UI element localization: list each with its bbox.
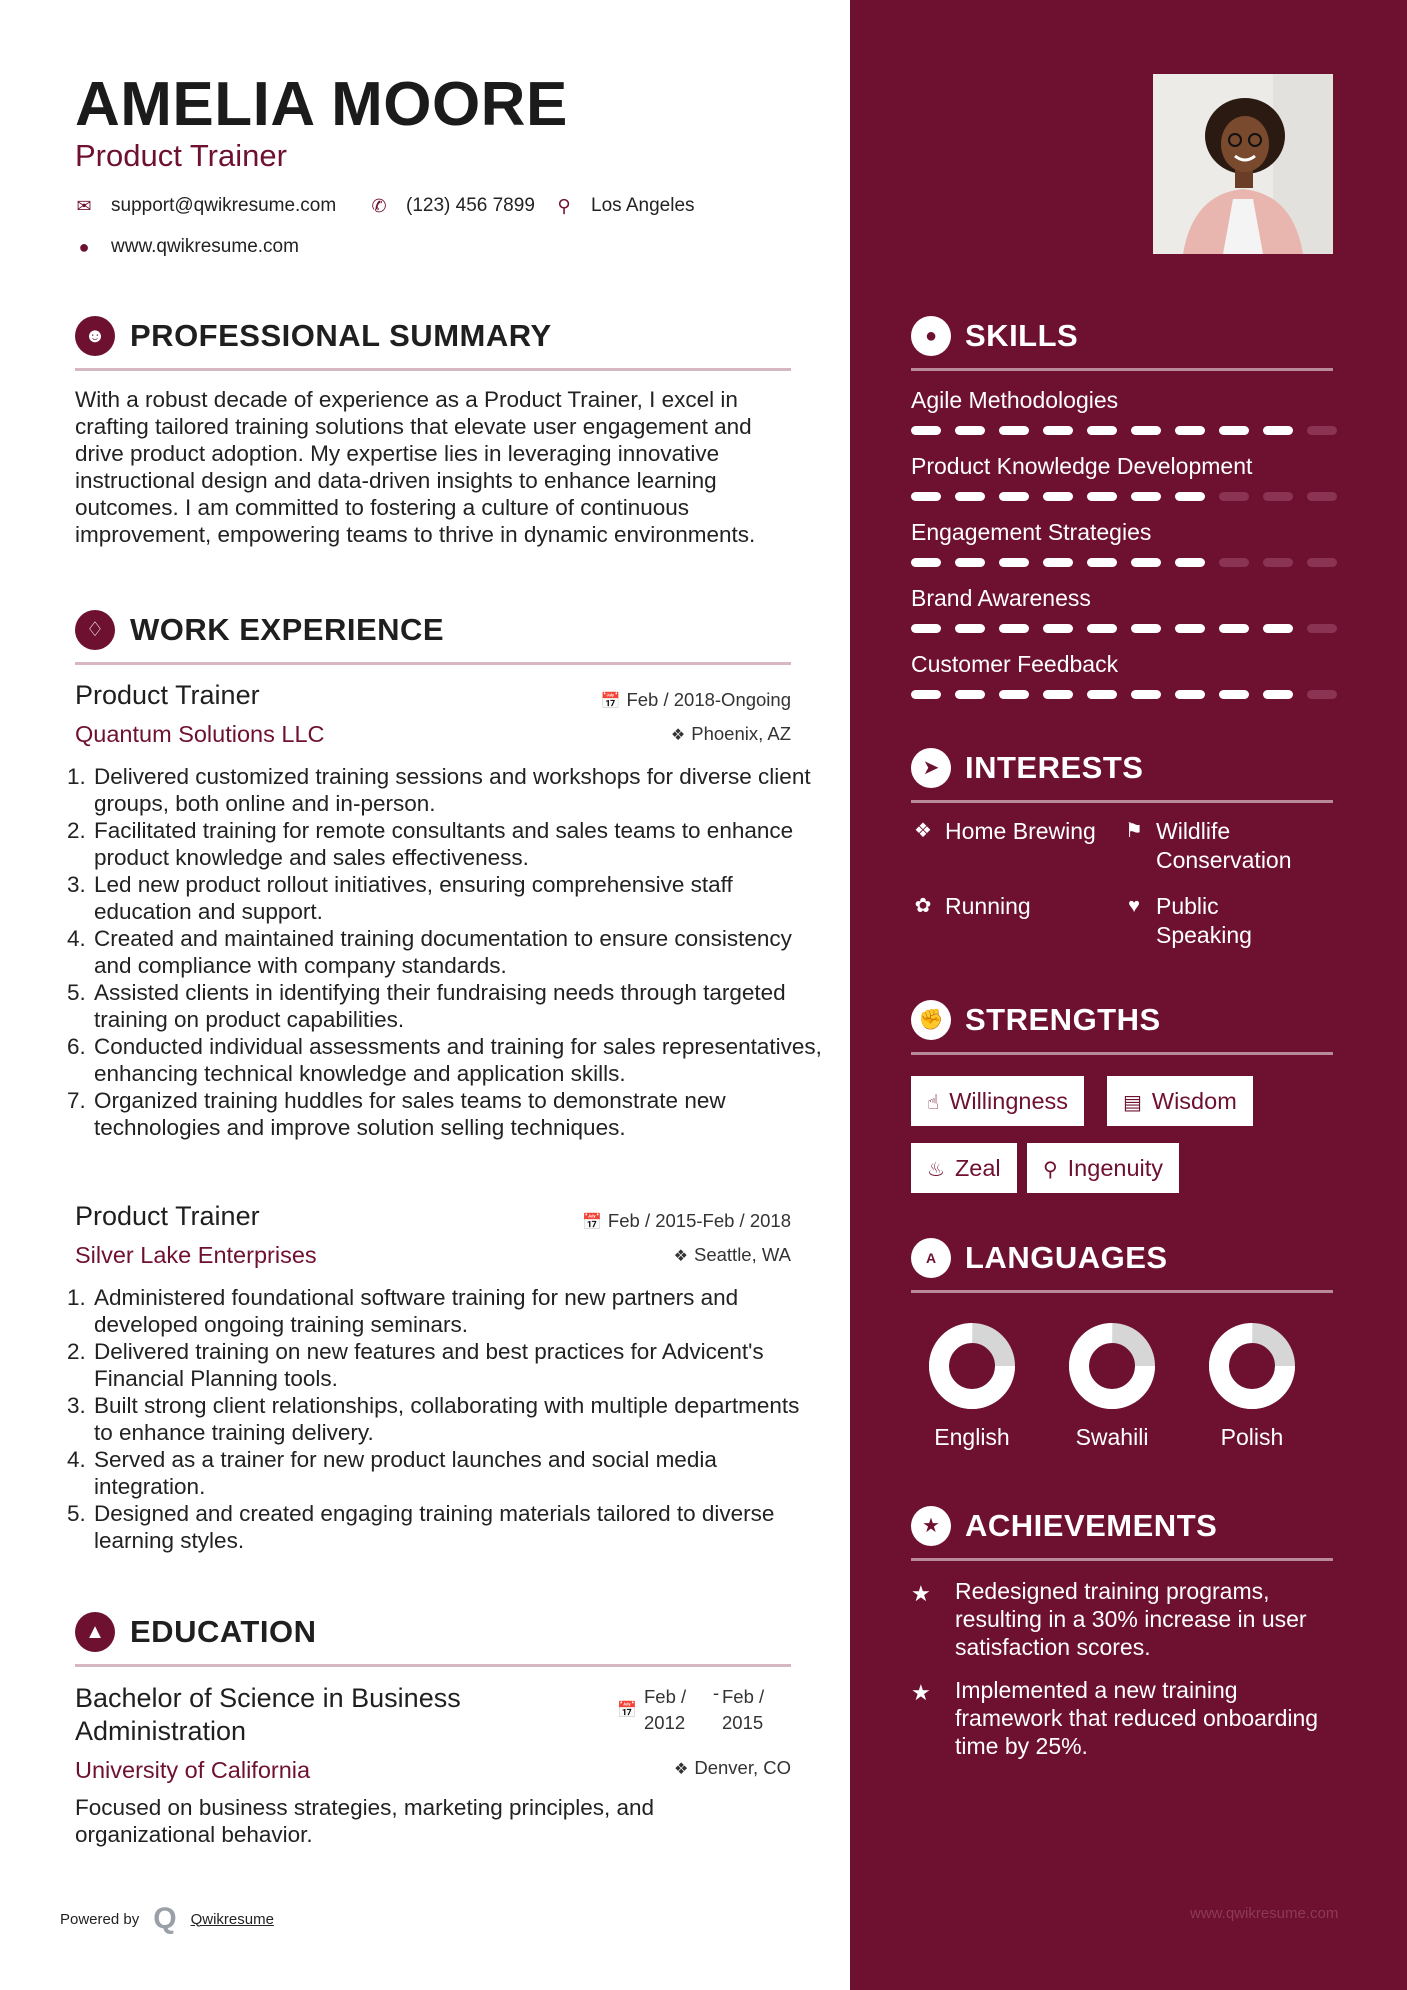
skill-dot [1219, 426, 1249, 435]
achievement-text: Implemented a new training framework that reduced onboarding time by 25%. [955, 1677, 1319, 1759]
summary-text: With a robust decade of experience as a Product Trainer, I excel in crafting tailored training solutions that elevate user engagement and drive product adoption. My expertise lies in leveraging innovative instructional design and data-driven insights to enhance learning outcomes. I am committed to fostering a culture of continuous improvement, empowering teams to thrive in dynamic environments. [75, 387, 756, 547]
skill-dot [1263, 426, 1293, 435]
education-title: EDUCATION [130, 1614, 317, 1649]
interest-label: Public Speaking [1156, 893, 1252, 948]
languages-section-header [911, 1234, 1333, 1293]
pin-icon: ❖ [673, 1248, 688, 1265]
skill-dot [999, 558, 1029, 567]
list-item: 3. Built strong client relationships, collaborating with multiple departments to enhance training delivery. [92, 1392, 822, 1446]
skill-dot [1043, 426, 1073, 435]
lightbulb-icon: ⚲ [1043, 1159, 1058, 1181]
education-section-header [75, 1608, 791, 1667]
language-icon: A [911, 1238, 951, 1278]
skill-dot [1219, 492, 1249, 501]
achievement-text: Redesigned training programs, resulting in a 30% increase in user satisfaction scores. [955, 1578, 1307, 1660]
email-text: support@qwikresume.com [111, 195, 337, 216]
profile-photo-illustration [1153, 74, 1333, 254]
skill-dot [1175, 492, 1205, 501]
education-description: Focused on business strategies, marketing principles, and organizational behavior. [75, 1795, 655, 1847]
location-text: Los Angeles [591, 195, 695, 216]
skill-dot [1087, 558, 1117, 567]
skill-dot [1175, 426, 1205, 435]
skill-level-bar [911, 426, 1333, 436]
list-item: 6. Conducted individual assessments and training for sales representatives, enhancing technical knowledge and application skills. [92, 1033, 822, 1087]
footer-site: www.qwikresume.com [1190, 1905, 1339, 1922]
skill-dot [1263, 492, 1293, 501]
languages-title: LANGUAGES [965, 1240, 1168, 1275]
fire-icon: ♨ [927, 1159, 945, 1181]
skill-dot [999, 624, 1029, 633]
language-level-ring [1209, 1323, 1295, 1409]
skill-level-bar [911, 690, 1333, 700]
flag-icon: ⚑ [1125, 820, 1143, 842]
skill-dot [1175, 624, 1205, 633]
skill-dot [911, 690, 941, 699]
skill-dot [955, 690, 985, 699]
list-item: 3. Led new product rollout initiatives, ensuring comprehensive staff education and support. [92, 871, 822, 925]
job-2-bullets [68, 1284, 822, 1554]
skill-dot [1043, 624, 1073, 633]
skill-dot [1263, 558, 1293, 567]
skill-name: Engagement Strategies [911, 519, 1152, 545]
skill-dot [999, 426, 1029, 435]
thumbs-up-icon: ☝ [927, 1092, 940, 1114]
list-item: 7. Organized training huddles for sales teams to demonstrate new technologies and improve solution selling techniques. [92, 1087, 822, 1141]
job-1-bullets [68, 763, 822, 1141]
job-2-location-text: Seattle, WA [694, 1244, 791, 1265]
brand-link[interactable]: Qwikresume [190, 1910, 274, 1928]
phone-text: (123) 456 7899 [406, 195, 535, 216]
interest-label: Home Brewing [945, 818, 1096, 844]
interest-label: Running [945, 893, 1031, 919]
star-icon: ★ [911, 1581, 931, 1606]
book-icon: ▤ [1123, 1092, 1142, 1114]
skill-dot [955, 624, 985, 633]
skill-name: Product Knowledge Development [911, 453, 1253, 479]
education-location [674, 1756, 791, 1782]
puzzle-icon: ❖ [914, 820, 932, 842]
skill-dot [1175, 558, 1205, 567]
paper-plane-icon: ➤ [911, 748, 951, 788]
education-school: University of California [75, 1757, 311, 1783]
calendar-icon: 📅 [600, 693, 621, 710]
list-item: 4. Served as a trainer for new product launches and social media integration. [92, 1446, 822, 1500]
skill-dot [1043, 558, 1073, 567]
strengths-section-header [911, 996, 1333, 1055]
powered-by [60, 1902, 274, 1936]
language-name: Swahili [1075, 1424, 1149, 1450]
edu-end-year: 2015 [722, 1712, 764, 1733]
skill-dot [955, 426, 985, 435]
skill-dot [911, 492, 941, 501]
globe-icon: ● [78, 237, 90, 257]
education-location-text: Denver, CO [694, 1757, 791, 1778]
job-1-dates [601, 688, 791, 714]
language-item [1197, 1323, 1307, 1451]
strength-label: Willingness [949, 1088, 1069, 1114]
experience-title: WORK EXPERIENCE [130, 612, 445, 647]
list-item: 4. Created and maintained training documentation to ensure consistency and compliance with company standards. [92, 925, 822, 979]
skill-dot [1087, 426, 1117, 435]
skill-name: Agile Methodologies [911, 387, 1119, 413]
summary-title: PROFESSIONAL SUMMARY [130, 318, 552, 353]
strength-label: Wisdom [1151, 1088, 1237, 1114]
skill-dot [1307, 558, 1337, 567]
skill-dot [1043, 492, 1073, 501]
skill-dot [1131, 492, 1161, 501]
edu-start-year: 2012 [644, 1712, 686, 1733]
pin-icon: ❖ [670, 727, 686, 744]
strengths-title: STRENGTHS [965, 1002, 1161, 1037]
language-item [917, 1323, 1027, 1451]
pin-icon: ❖ [674, 1761, 689, 1778]
skill-dot [1307, 624, 1337, 633]
skill-dot [955, 558, 985, 567]
interests-title: INTERESTS [965, 750, 1144, 785]
skill-level-bar [911, 558, 1333, 568]
job-2-location [674, 1243, 791, 1269]
job-1-location-text: Phoenix, AZ [691, 723, 791, 744]
powered-by-text: Powered by [60, 1910, 140, 1928]
skill-dot [1131, 690, 1161, 699]
star-icon: ★ [911, 1680, 931, 1705]
candidate-role: Product Trainer [75, 138, 287, 173]
language-name: English [934, 1424, 1010, 1450]
calendar-icon: 📅 [617, 1702, 637, 1719]
list-item: 1. Delivered customized training sessions and workshops for diverse client groups, both online and in-person. [92, 763, 822, 817]
skill-dot [1087, 492, 1117, 501]
job-2-dates-text: Feb / 2015-Feb / 2018 [607, 1210, 791, 1231]
skill-dot [1131, 426, 1161, 435]
summary-section-header [75, 312, 791, 371]
skill-dot [911, 558, 941, 567]
star-badge-icon: ★ [911, 1506, 951, 1546]
skills-section-header [911, 312, 1333, 371]
skill-dot [1307, 690, 1337, 699]
profile-photo [1153, 74, 1333, 254]
calendar-icon: 📅 [582, 1214, 602, 1231]
skill-dot [1087, 624, 1117, 633]
job-1-dates-text: Feb / 2018-Ongoing [626, 689, 791, 710]
graduation-cap-icon: ▲ [75, 1612, 115, 1652]
strength-chip-zeal [911, 1143, 1017, 1193]
education-degree: Bachelor of Science in Business Administration [75, 1683, 461, 1746]
contact-email[interactable] [75, 194, 336, 218]
skill-dot [1131, 558, 1161, 567]
lightbulb-head-icon: ● [911, 316, 951, 356]
map-marker-icon: ⚲ [557, 196, 571, 216]
list-item: 5. Assisted clients in identifying their fundraising needs through targeted training on product capabilities. [92, 979, 822, 1033]
contact-website[interactable] [75, 235, 299, 259]
experience-section-header [75, 606, 791, 665]
job-2-title: Product Trainer [75, 1201, 260, 1231]
heartbeat-icon: ♥ [1128, 895, 1140, 917]
chair-icon: ♢ [75, 610, 115, 650]
list-item: 2. Delivered training on new features and best practices for Advicent's Financial Planning tools. [92, 1338, 822, 1392]
skill-level-bar [911, 492, 1333, 502]
candidate-name: AMELIA MOORE [75, 70, 568, 139]
list-item: 1. Administered foundational software training for new partners and developed ongoing training seminars. [92, 1284, 822, 1338]
skill-dot [911, 624, 941, 633]
edu-date-separator: - [713, 1682, 720, 1703]
edu-start-month: Feb / [644, 1686, 687, 1707]
user-icon: ☻ [75, 316, 115, 356]
skill-dot [1219, 690, 1249, 699]
qwikresume-logo-icon: Q [153, 1902, 177, 1935]
skills-title: SKILLS [965, 318, 1079, 353]
strength-label: Zeal [954, 1155, 1001, 1181]
skill-dot [1307, 492, 1337, 501]
language-level-ring [1069, 1323, 1155, 1409]
job-2-company: Silver Lake Enterprises [75, 1242, 317, 1268]
skill-dot [955, 492, 985, 501]
skill-dot [1175, 690, 1205, 699]
website-text: www.qwikresume.com [111, 236, 299, 257]
skill-dot [1087, 690, 1117, 699]
list-item: 2. Facilitated training for remote consultants and sales teams to enhance product knowledge and sales effectiveness. [92, 817, 822, 871]
language-level-ring [929, 1323, 1015, 1409]
strength-label: Ingenuity [1067, 1155, 1164, 1181]
skill-dot [1263, 624, 1293, 633]
language-item [1057, 1323, 1167, 1451]
skill-name: Brand Awareness [911, 585, 1091, 611]
fist-icon: ✊ [911, 1000, 951, 1040]
job-2-dates [582, 1209, 791, 1235]
achievements-title: ACHIEVEMENTS [965, 1508, 1218, 1543]
skill-dot [911, 426, 941, 435]
interests-section-header [911, 744, 1333, 803]
job-1-location [671, 722, 791, 748]
contact-location [555, 194, 695, 218]
interest-label: Wildlife Conservation [1156, 818, 1292, 873]
language-name: Polish [1220, 1424, 1284, 1450]
strength-chip-willingness [911, 1076, 1084, 1126]
achievements-section-header [911, 1502, 1333, 1561]
edu-end-month: Feb / [722, 1686, 765, 1707]
skill-name: Customer Feedback [911, 651, 1119, 677]
list-item: 5. Designed and created engaging training materials tailored to diverse learning styles. [92, 1500, 822, 1554]
job-1-company: Quantum Solutions LLC [75, 721, 325, 747]
skill-dot [1219, 558, 1249, 567]
skill-dot [1263, 690, 1293, 699]
envelope-icon: ✉ [76, 196, 92, 216]
paw-icon: ✿ [914, 895, 932, 917]
strength-chip-ingenuity [1027, 1143, 1179, 1193]
job-1-title: Product Trainer [75, 680, 260, 710]
phone-icon: ✆ [371, 196, 387, 216]
skill-dot [1219, 624, 1249, 633]
skill-dot [999, 492, 1029, 501]
strength-chip-wisdom [1107, 1076, 1253, 1126]
contact-phone[interactable] [370, 194, 535, 218]
skill-dot [999, 690, 1029, 699]
skill-dot [1307, 426, 1337, 435]
skill-dot [1131, 624, 1161, 633]
skill-dot [1043, 690, 1073, 699]
skill-level-bar [911, 624, 1333, 634]
